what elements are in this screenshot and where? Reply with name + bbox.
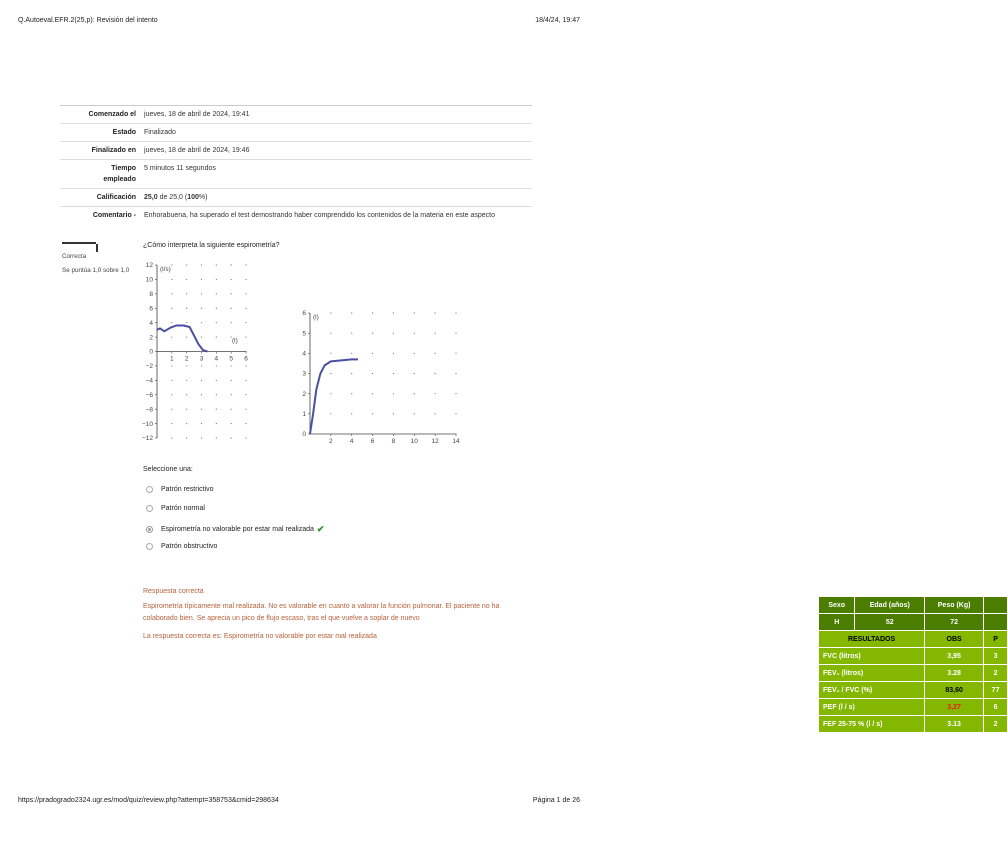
y-axis-label: (l/s) (160, 266, 171, 273)
summary-row-state (60, 124, 532, 142)
summary-value (140, 189, 532, 207)
grid-dot (201, 423, 202, 424)
summary-row-time (60, 160, 532, 189)
grid-dot (231, 293, 232, 294)
y-tick-label: 5 (302, 330, 306, 338)
grid-dot (201, 437, 202, 438)
grid-dot (216, 308, 217, 309)
grid-dot (393, 433, 394, 434)
results-head-value: 72 (925, 614, 984, 631)
grid-dot (372, 333, 373, 334)
results-label: PEF (l / s) (819, 699, 925, 716)
y-tick-label: 4 (149, 319, 153, 327)
y-tick-label: 2 (302, 390, 306, 398)
results-pred: 6 (984, 699, 1008, 716)
grid-dot (245, 336, 246, 337)
grade-total: de 25,0 ( (157, 194, 188, 201)
question-status: Correcta (62, 253, 87, 260)
grid-dot (186, 264, 187, 265)
results-label: FEV₁ / FVC (%) (819, 682, 925, 699)
results-label: FEF 25-75 % (l / s) (819, 716, 925, 733)
grid-dot (171, 423, 172, 424)
grid-dot (216, 322, 217, 323)
summary-label: Estado (60, 124, 140, 142)
question-text: ¿Cómo interpreta la siguiente espirometría? (143, 242, 280, 249)
grid-dot (372, 373, 373, 374)
spirometry-results-table (818, 596, 1008, 733)
y-tick-label: 6 (302, 310, 306, 318)
grid-dot (201, 336, 202, 337)
x-tick-label: 3 (199, 355, 204, 363)
grid-dot (231, 380, 232, 381)
x-axis-label: (l) (232, 337, 238, 345)
grid-dot (393, 333, 394, 334)
results-obs: 3,27 (925, 699, 984, 716)
page-footer-page: Página 1 de 26 (532, 797, 580, 804)
grade-value: 25,0 (144, 194, 158, 201)
question-points: Se puntúa 1,0 sobre 1,0 (62, 267, 130, 274)
y-tick-label: −6 (145, 391, 153, 399)
grid-dot (393, 353, 394, 354)
grid-dot (171, 308, 172, 309)
grid-dot (201, 409, 202, 410)
results-subhead: RESULTADOS (819, 631, 925, 648)
y-tick-label: 8 (149, 291, 153, 299)
grid-dot (186, 322, 187, 323)
question-number-bar (62, 237, 96, 244)
grid-dot (231, 409, 232, 410)
grid-dot (351, 393, 352, 394)
grid-dot (351, 373, 352, 374)
answer-option-restrictivo[interactable] (146, 486, 214, 493)
grid-dot (231, 322, 232, 323)
results-subheader-row (819, 631, 1008, 648)
y-tick-label: −10 (141, 420, 153, 428)
grid-dot (216, 336, 217, 337)
x-tick-label: 6 (244, 355, 248, 363)
flow-volume-chart (140, 256, 265, 446)
select-one-label: Seleccione una: (143, 466, 193, 473)
grid-dot (201, 394, 202, 395)
grid-dot (245, 437, 246, 438)
radio-button-selected[interactable] (146, 526, 153, 533)
grid-dot (171, 279, 172, 280)
grid-dot (216, 279, 217, 280)
grid-dot (171, 336, 172, 337)
attempt-summary-table (60, 105, 532, 224)
grid-dot (201, 365, 202, 366)
summary-label: Calificación (60, 189, 140, 207)
grid-dot (186, 437, 187, 438)
grid-dot (171, 380, 172, 381)
results-head-cell: Peso (Kg) (925, 597, 984, 614)
summary-label: Comentario - (60, 207, 140, 225)
grid-dot (186, 293, 187, 294)
grid-dot (330, 393, 331, 394)
results-row (819, 665, 1008, 682)
y-tick-label: 0 (149, 348, 153, 356)
results-pred: 2 (984, 665, 1008, 682)
grid-dot (201, 322, 202, 323)
results-row (819, 648, 1008, 665)
y-tick-label: 3 (302, 370, 306, 378)
grid-dot (245, 322, 246, 323)
results-subhead: P (984, 631, 1008, 648)
flag-icon[interactable] (96, 244, 98, 252)
grid-dot (171, 394, 172, 395)
results-obs: 3.13 (925, 716, 984, 733)
results-patient-row (819, 614, 1008, 631)
grid-dot (216, 293, 217, 294)
grid-dot (216, 264, 217, 265)
grid-dot (231, 437, 232, 438)
grid-dot (216, 437, 217, 438)
answer-option-no-valorable[interactable] (146, 524, 324, 535)
results-row (819, 682, 1008, 699)
page-footer-url: https://pradogrado2324.ugr.es/mod/quiz/review.php?attempt=358753&cmid=298634 (18, 797, 279, 804)
x-tick-label: 1 (170, 355, 174, 363)
grid-dot (393, 413, 394, 414)
grid-dot (201, 264, 202, 265)
grid-dot (171, 264, 172, 265)
grid-dot (216, 351, 217, 352)
grid-dot (351, 312, 352, 313)
grid-dot (351, 353, 352, 354)
grid-dot (245, 264, 246, 265)
x-tick-label: 8 (391, 438, 396, 445)
grid-dot (372, 433, 373, 434)
y-tick-label: 0 (302, 431, 306, 439)
answer-option-obstructivo[interactable] (146, 543, 217, 550)
grid-dot (216, 423, 217, 424)
check-icon: ✔ (316, 524, 325, 534)
grid-dot (216, 409, 217, 410)
grid-dot (393, 312, 394, 313)
question-info (62, 237, 132, 276)
summary-row-grade (60, 189, 532, 207)
grid-dot (171, 351, 172, 352)
grid-dot (186, 308, 187, 309)
grid-dot (372, 413, 373, 414)
page-header-title: Q.Autoeval.EFR.2(25,p): Revisión del intento (18, 17, 158, 24)
page-header-datetime: 18/4/24, 19:47 (535, 17, 580, 24)
results-row (819, 716, 1008, 733)
results-row (819, 699, 1008, 716)
grid-dot (245, 279, 246, 280)
x-tick-label: 6 (370, 438, 375, 445)
grid-dot (171, 365, 172, 366)
grid-dot (171, 293, 172, 294)
results-head-cell (984, 597, 1008, 614)
summary-label (60, 160, 140, 189)
grid-dot (186, 279, 187, 280)
grid-dot (186, 394, 187, 395)
summary-row-finished (60, 142, 532, 160)
grid-dot (231, 308, 232, 309)
summary-value: jueves, 18 de abril de 2024, 19:41 (140, 106, 532, 124)
y-tick-label: 4 (302, 350, 306, 358)
results-pred: 3 (984, 648, 1008, 665)
grid-dot (351, 413, 352, 414)
grid-dot (330, 333, 331, 334)
results-head-cell: Sexo (819, 597, 855, 614)
x-tick-label: 2 (184, 355, 189, 363)
summary-label: Comenzado el (60, 106, 140, 124)
grid-dot (216, 365, 217, 366)
summary-value: 5 minutos 11 segundos (140, 160, 532, 189)
results-obs: 3.28 (925, 665, 984, 682)
grid-dot (186, 336, 187, 337)
x-tick-label: 14 (452, 438, 460, 445)
series-line (310, 359, 358, 434)
grid-dot (201, 351, 202, 352)
grid-dot (216, 380, 217, 381)
grid-dot (245, 365, 246, 366)
grid-dot (245, 293, 246, 294)
grid-dot (393, 393, 394, 394)
results-obs: 3,95 (925, 648, 984, 665)
results-header-row (819, 597, 1008, 614)
y-tick-label: 2 (149, 334, 153, 342)
summary-value: Enhorabuena, ha superado el test demostrando haber comprendido los contenidos de la materia en este aspecto (140, 207, 532, 225)
grid-dot (231, 279, 232, 280)
summary-label-line: empleado (103, 176, 136, 183)
grid-dot (201, 380, 202, 381)
grid-dot (186, 365, 187, 366)
grid-dot (330, 353, 331, 354)
grid-dot (231, 351, 232, 352)
grid-dot (231, 394, 232, 395)
grid-dot (216, 394, 217, 395)
results-head-cell: Edad (años) (855, 597, 925, 614)
grid-dot (330, 413, 331, 414)
grid-dot (231, 365, 232, 366)
grid-dot (231, 264, 232, 265)
grid-dot (171, 322, 172, 323)
radio-button[interactable] (146, 486, 153, 493)
y-axis-label: (l) (313, 314, 319, 321)
series-line (157, 326, 207, 352)
answer-label: Espirometría no valorable por estar mal realizada (161, 526, 314, 533)
x-tick-label: 5 (229, 355, 233, 363)
results-subhead: OBS (925, 631, 984, 648)
y-tick-label: 12 (145, 262, 153, 270)
grid-dot (186, 423, 187, 424)
y-tick-label: −2 (145, 363, 153, 371)
correct-answer-text: La respuesta correcta es: Espirometría no valorable por estar mal realizada (143, 633, 377, 640)
grid-dot (186, 351, 187, 352)
grid-dot (330, 373, 331, 374)
grid-dot (245, 394, 246, 395)
grid-dot (171, 409, 172, 410)
summary-row-started (60, 106, 532, 124)
x-tick-label: 12 (431, 438, 439, 445)
results-head-value: 52 (855, 614, 925, 631)
answer-label: Patrón restrictivo (161, 486, 214, 493)
summary-row-comment (60, 207, 532, 225)
y-tick-label: 10 (145, 276, 153, 284)
summary-value: Finalizado (140, 124, 532, 142)
feedback-title: Respuesta correcta (143, 588, 204, 595)
x-tick-label: 2 (329, 438, 333, 445)
summary-label-line: Tiempo (111, 165, 136, 172)
grid-dot (393, 373, 394, 374)
grid-dot (330, 433, 331, 434)
grid-dot (245, 308, 246, 309)
grid-dot (245, 351, 246, 352)
y-tick-label: 1 (302, 411, 306, 419)
y-tick-label: −12 (141, 435, 153, 443)
grid-dot (186, 380, 187, 381)
grid-dot (201, 293, 202, 294)
summary-value: jueves, 18 de abril de 2024, 19:46 (140, 142, 532, 160)
grid-dot (372, 353, 373, 354)
y-tick-label: −4 (145, 377, 153, 385)
results-head-value (984, 614, 1008, 631)
radio-button[interactable] (146, 543, 153, 550)
results-label: FEV₁ (litros) (819, 665, 925, 682)
grid-dot (372, 312, 373, 313)
grid-dot (171, 437, 172, 438)
results-obs: 83,60 (925, 682, 984, 699)
summary-label: Finalizado en (60, 142, 140, 160)
results-pred: 2 (984, 716, 1008, 733)
grid-dot (372, 393, 373, 394)
results-pred: 77 (984, 682, 1008, 699)
grid-dot (351, 333, 352, 334)
answer-option-normal[interactable] (146, 505, 205, 512)
grid-dot (186, 409, 187, 410)
grid-dot (201, 279, 202, 280)
question-number (62, 237, 132, 252)
grid-dot (351, 433, 352, 434)
grid-dot (245, 380, 246, 381)
grid-dot (231, 423, 232, 424)
results-label: FVC (litros) (819, 648, 925, 665)
results-head-value: H (819, 614, 855, 631)
y-tick-label: 6 (149, 305, 153, 313)
x-tick-label: 4 (349, 438, 354, 445)
grid-dot (245, 423, 246, 424)
grid-dot (245, 409, 246, 410)
grid-dot (201, 308, 202, 309)
grade-percent: 100 (187, 194, 199, 201)
grade-percent-suffix: %) (198, 194, 208, 201)
y-tick-label: −8 (145, 406, 153, 414)
x-tick-label: 10 (410, 438, 418, 445)
radio-button[interactable] (146, 505, 153, 512)
x-tick-label: 4 (214, 355, 219, 363)
answer-label: Patrón obstructivo (161, 543, 218, 550)
feedback-text: Espirometría típicamente mal realizada. No es valorable en cuanto a valorar la función pulmonar. El paciente no ha colaborado bien. Se aprecia un pico de flujo escaso, tras el que vuelve a soplar de nuevo (143, 603, 500, 622)
grid-dot (330, 312, 331, 313)
answer-label: Patrón normal (161, 505, 205, 512)
